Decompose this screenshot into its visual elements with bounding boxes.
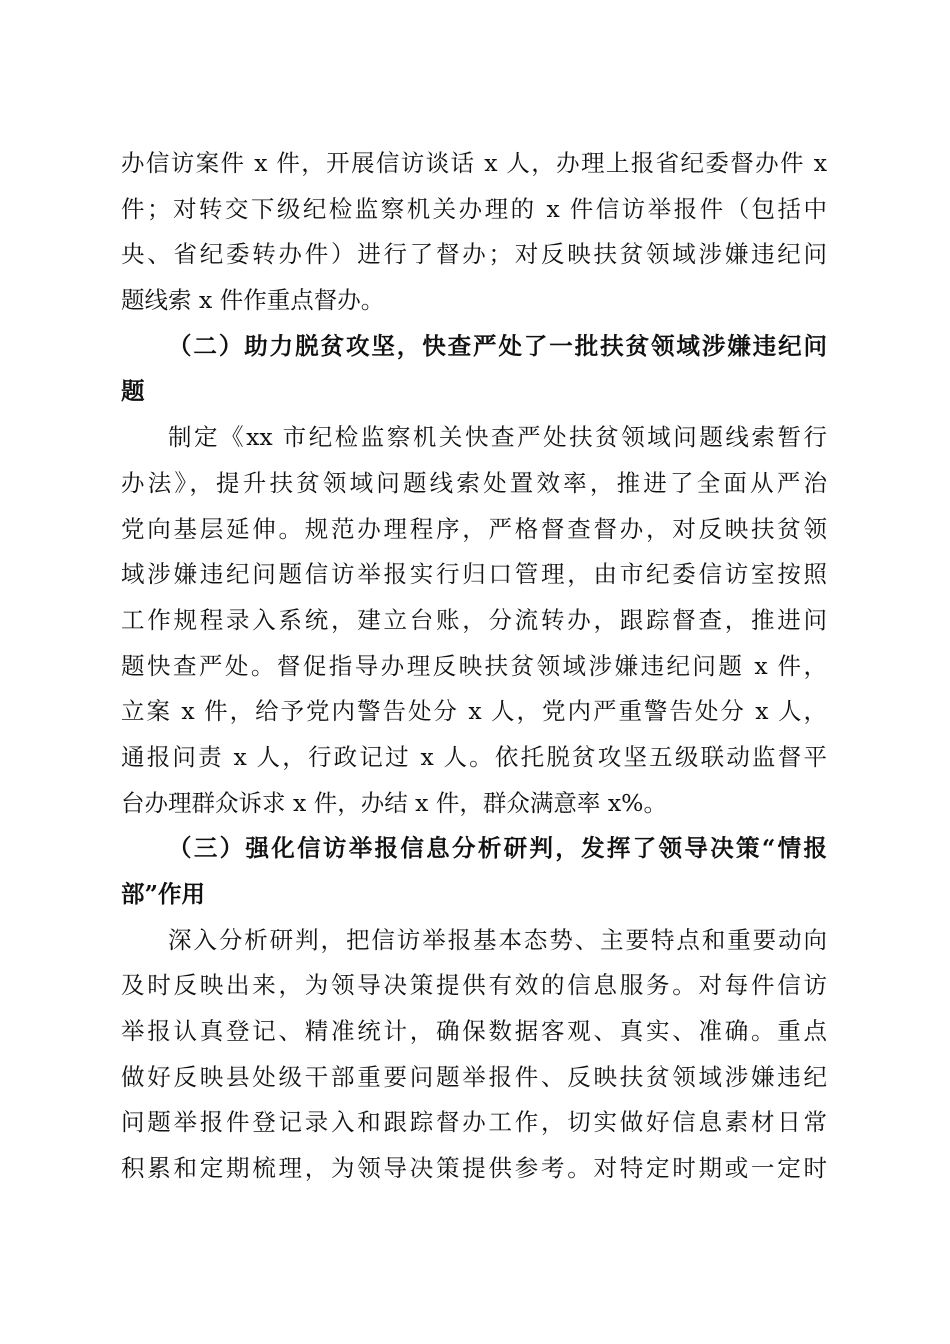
text-line: 立案 x 件，给予党内警告处分 x 人，党内严重警告处分 x 人， (121, 697, 827, 726)
section-heading-3 (121, 826, 827, 917)
text-line: 党向基层延伸。规范办理程序，严格督查督办，对反映扶贫领 (121, 514, 827, 543)
heading-line: 题 (121, 377, 145, 406)
document-body (121, 141, 827, 1192)
text-line: 问题举报件登记录入和跟踪督办工作，切实做好信息素材日常 (121, 1108, 827, 1137)
heading-line: （三）强化信访举报信息分析研判，发挥了领导决策“情报 (168, 834, 827, 863)
section-heading-2 (121, 324, 827, 415)
paragraph-poverty-alleviation (121, 415, 827, 826)
text-line: 积累和定期梳理，为领导决策提供参考。对特定时期或一定时 (121, 1154, 827, 1183)
text-line: 办信访案件 x 件，开展信访谈话 x 人，办理上报省纪委督办件 x (121, 149, 827, 177)
text-line: 做好反映县处级干部重要问题举报件、反映扶贫领域涉嫌违纪 (121, 1062, 827, 1091)
text-line: 台办理群众诉求 x 件，办结 x 件，群众满意率 x%。 (121, 788, 667, 817)
text-line: 办法》，提升扶贫领域问题线索处置效率，推进了全面从严治 (121, 468, 827, 497)
text-line: 及时反映出来，为领导决策提供有效的信息服务。对每件信访 (121, 971, 827, 1000)
text-line: 题快查严处。督促指导办理反映扶贫领域涉嫌违纪问题 x 件， (121, 651, 827, 680)
text-line: 举报认真登记、精准统计，确保数据客观、真实、准确。重点 (121, 1017, 827, 1046)
heading-line: （二）助力脱贫攻坚，快查严处了一批扶贫领域涉嫌违纪问 (168, 331, 827, 360)
paragraph-analysis (121, 918, 827, 1192)
text-line: 域涉嫌违纪问题信访举报实行归口管理，由市纪委信访室按照 (121, 560, 827, 589)
text-line: 央、省纪委转办件）进行了督办；对反映扶贫领域涉嫌违纪问 (121, 240, 827, 269)
text-line: 件；对转交下级纪检监察机关办理的 x 件信访举报件（包括中 (121, 194, 827, 223)
text-line: 通报问责 x 人，行政记过 x 人。依托脱贫攻坚五级联动监督平 (121, 742, 827, 771)
text-line: 工作规程录入系统，建立台账，分流转办，跟踪督查，推进问 (121, 605, 827, 634)
text-line: 深入分析研判，把信访举报基本态势、主要特点和重要动向 (168, 925, 827, 954)
text-line: 制定《xx 市纪检监察机关快查严处扶贫领域问题线索暂行 (168, 423, 827, 452)
heading-line: 部”作用 (121, 880, 206, 908)
paragraph-continuation (121, 141, 827, 324)
text-line: 题线索 x 件作重点督办。 (121, 286, 385, 315)
